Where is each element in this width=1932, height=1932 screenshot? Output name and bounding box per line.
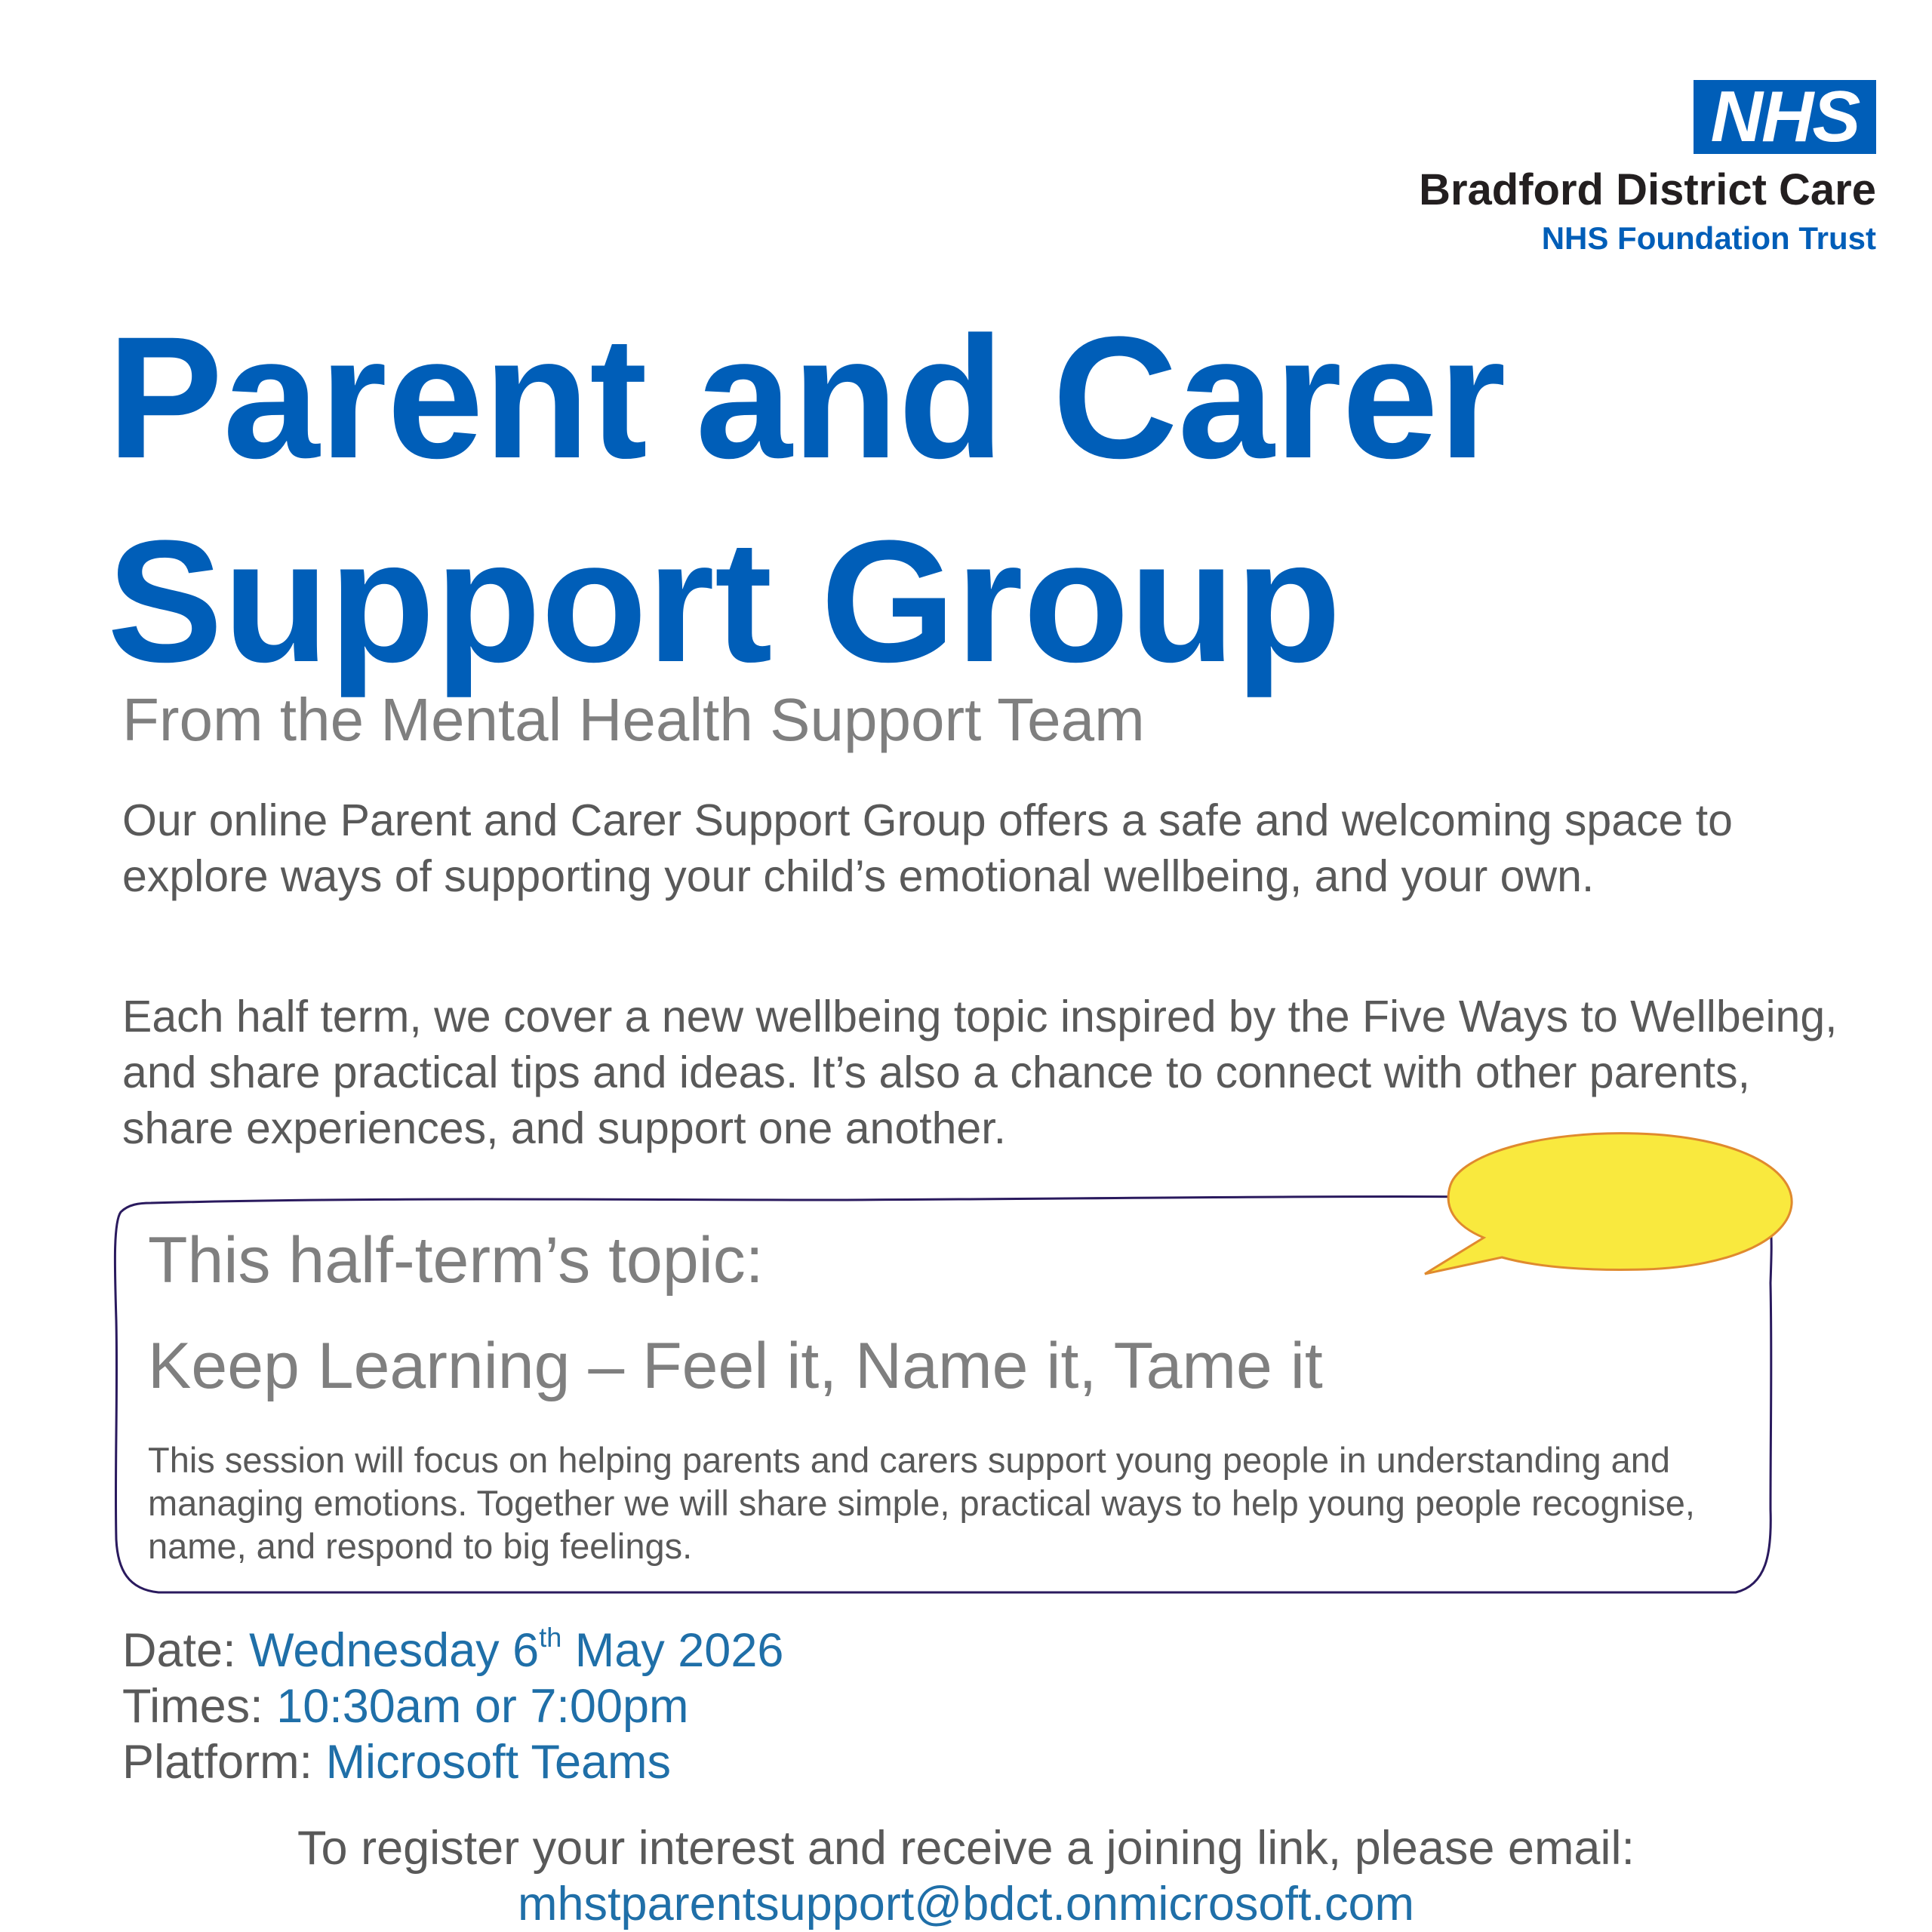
title-line-1: Parent and Carer — [107, 300, 1506, 494]
date-row — [122, 1623, 783, 1678]
date-value — [249, 1624, 783, 1677]
nhs-logo: NHS — [1694, 80, 1876, 154]
topic-title: Keep Learning – Feel it, Name it, Tame it — [148, 1330, 1323, 1402]
times-label: Times: — [122, 1680, 263, 1733]
platform-label: Platform: — [122, 1736, 313, 1789]
trust-subtitle: NHS Foundation Trust — [1541, 220, 1876, 256]
date-suffix: th — [539, 1622, 562, 1653]
register-text: To register your interest and receive a joining link, please email: — [297, 1822, 1635, 1875]
platform-row — [122, 1734, 671, 1790]
times-value: 10:30am or 7:00pm — [276, 1680, 689, 1733]
page-title — [107, 296, 1506, 703]
platform-value: Microsoft Teams — [325, 1736, 672, 1789]
title-line-2: Support Group — [107, 504, 1342, 698]
topic-description: This session will focus on helping parents and carers support young people in understanding and managing emotions. Together we will share simple, practical ways to help young people recognise, name, and respond to big feelings. — [148, 1440, 1695, 1566]
date-label: Date: — [122, 1624, 236, 1677]
date-day: Wednesday 6 — [249, 1624, 540, 1677]
intro-paragraph-2: Each half term, we cover a new wellbeing topic inspired by the Five Ways to Wellbeing, and share practical tips and ideas. It’s also a chance to connect with other parents, share experiences, and support one another. — [122, 992, 1838, 1153]
date-rest: May 2026 — [561, 1624, 784, 1677]
intro-paragraph-1: Our online Parent and Carer Support Group offers a safe and welcoming space to explore ways of supporting your child’s emotional wellbeing, and your own. — [122, 795, 1733, 901]
times-row — [122, 1678, 689, 1734]
trust-name: Bradford District Care — [1419, 165, 1876, 214]
page-subtitle: From the Mental Health Support Team — [122, 686, 1145, 753]
register-email-link[interactable]: mhstparentsupport@bdct.onmicrosoft.com — [518, 1878, 1414, 1930]
topic-label: This half-term’s topic: — [148, 1224, 764, 1297]
